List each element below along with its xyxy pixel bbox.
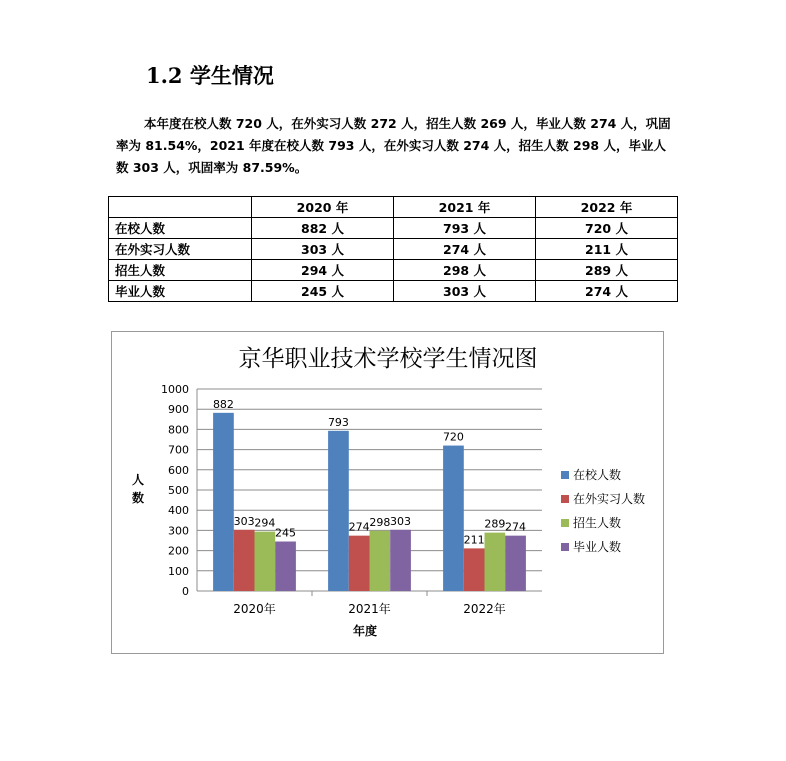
table-cell: 303 人 xyxy=(252,239,394,260)
student-stats-table xyxy=(108,196,678,302)
y-axis-label-char: 人 xyxy=(131,473,145,487)
data-label: 211 xyxy=(463,533,485,547)
y-tick-label: 100 xyxy=(168,564,189,578)
y-tick-label: 200 xyxy=(168,544,189,558)
table-header-cell xyxy=(109,197,252,218)
table-cell: 303 人 xyxy=(394,281,536,302)
legend-swatch xyxy=(561,519,569,527)
table-header-row xyxy=(109,197,678,218)
table-cell: 245 人 xyxy=(252,281,394,302)
x-tick-label: 2020年 xyxy=(233,602,276,616)
table-cell: 882 人 xyxy=(252,218,394,239)
row-label: 在外实习人数 xyxy=(109,239,252,260)
bar xyxy=(485,533,506,591)
legend-label: 毕业人数 xyxy=(573,540,622,554)
data-label: 303 xyxy=(233,514,255,528)
data-label: 793 xyxy=(327,415,349,429)
bar xyxy=(234,530,255,591)
table-cell: 289 人 xyxy=(536,260,678,281)
y-tick-label: 400 xyxy=(168,504,189,518)
y-tick-label: 600 xyxy=(168,463,189,477)
y-tick-label: 1000 xyxy=(161,383,189,396)
table-row xyxy=(109,281,678,302)
table-row xyxy=(109,260,678,281)
table-cell: 793 人 xyxy=(394,218,536,239)
legend-label: 在外实习人数 xyxy=(573,492,646,506)
legend xyxy=(561,467,645,554)
table-cell: 211 人 xyxy=(536,239,678,260)
chart-frame xyxy=(111,331,664,654)
data-label: 294 xyxy=(254,516,276,530)
bar-chart xyxy=(112,332,663,653)
bar xyxy=(505,536,526,591)
x-axis-label: 年度 xyxy=(352,624,378,638)
bar xyxy=(464,548,485,591)
y-tick-label: 0 xyxy=(182,585,189,598)
legend-label: 在校人数 xyxy=(573,468,622,482)
table-row xyxy=(109,239,678,260)
bar xyxy=(390,530,411,591)
x-tick-label: 2021年 xyxy=(348,602,391,616)
table-cell: 274 人 xyxy=(394,239,536,260)
table-row xyxy=(109,218,678,239)
row-label: 在校人数 xyxy=(109,218,252,239)
y-axis-ticks xyxy=(161,383,189,598)
data-label: 720 xyxy=(442,430,464,444)
row-label: 招生人数 xyxy=(109,260,252,281)
row-label: 毕业人数 xyxy=(109,281,252,302)
bar xyxy=(443,446,464,591)
y-tick-label: 700 xyxy=(168,443,189,457)
bars xyxy=(213,413,526,591)
y-axis-label-char: 数 xyxy=(131,491,145,505)
bar xyxy=(213,413,234,591)
table-cell: 298 人 xyxy=(394,260,536,281)
legend-label: 招生人数 xyxy=(573,516,622,530)
data-label: 245 xyxy=(275,526,297,540)
table-header-cell: 2021 年 xyxy=(394,197,536,218)
x-tick-label: 2022年 xyxy=(463,602,506,616)
legend-swatch xyxy=(561,543,569,551)
chart-title: 京华职业技术学校学生情况图 xyxy=(238,346,538,372)
data-labels xyxy=(213,398,526,547)
data-label: 274 xyxy=(348,520,370,534)
table-cell: 274 人 xyxy=(536,281,678,302)
bar xyxy=(275,542,296,591)
data-label: 303 xyxy=(390,514,412,528)
y-tick-label: 500 xyxy=(168,484,189,497)
summary-text: 本年度在校人数 720 人，在外实习人数 272 人，招生人数 269 人，毕业人数 274 人，巩固率为 81.54%，2021 年度在校人数 793 人，在外实习人数 274 人，招生人数 298 人，毕业人数 303 人，巩固率为 87.59%。 xyxy=(116,116,671,175)
bar xyxy=(370,531,391,591)
data-label: 882 xyxy=(212,397,234,411)
table-header-cell: 2022 年 xyxy=(536,197,678,218)
section-heading: 1.2 学生情况 xyxy=(146,63,274,88)
summary-paragraph xyxy=(116,113,676,179)
y-axis-label xyxy=(132,473,144,505)
x-axis-ticks xyxy=(233,601,506,616)
table-header-cell: 2020 年 xyxy=(252,197,394,218)
bar xyxy=(255,532,276,591)
y-tick-label: 900 xyxy=(168,403,189,417)
table-cell: 720 人 xyxy=(536,218,678,239)
legend-swatch xyxy=(561,495,569,503)
data-label: 298 xyxy=(369,515,391,529)
legend-swatch xyxy=(561,471,569,479)
table-cell: 294 人 xyxy=(252,260,394,281)
bar xyxy=(349,536,370,591)
y-tick-label: 800 xyxy=(168,423,189,437)
y-tick-label: 300 xyxy=(168,524,189,538)
data-label: 289 xyxy=(484,517,506,531)
data-label: 274 xyxy=(505,520,527,534)
bar xyxy=(328,431,349,591)
